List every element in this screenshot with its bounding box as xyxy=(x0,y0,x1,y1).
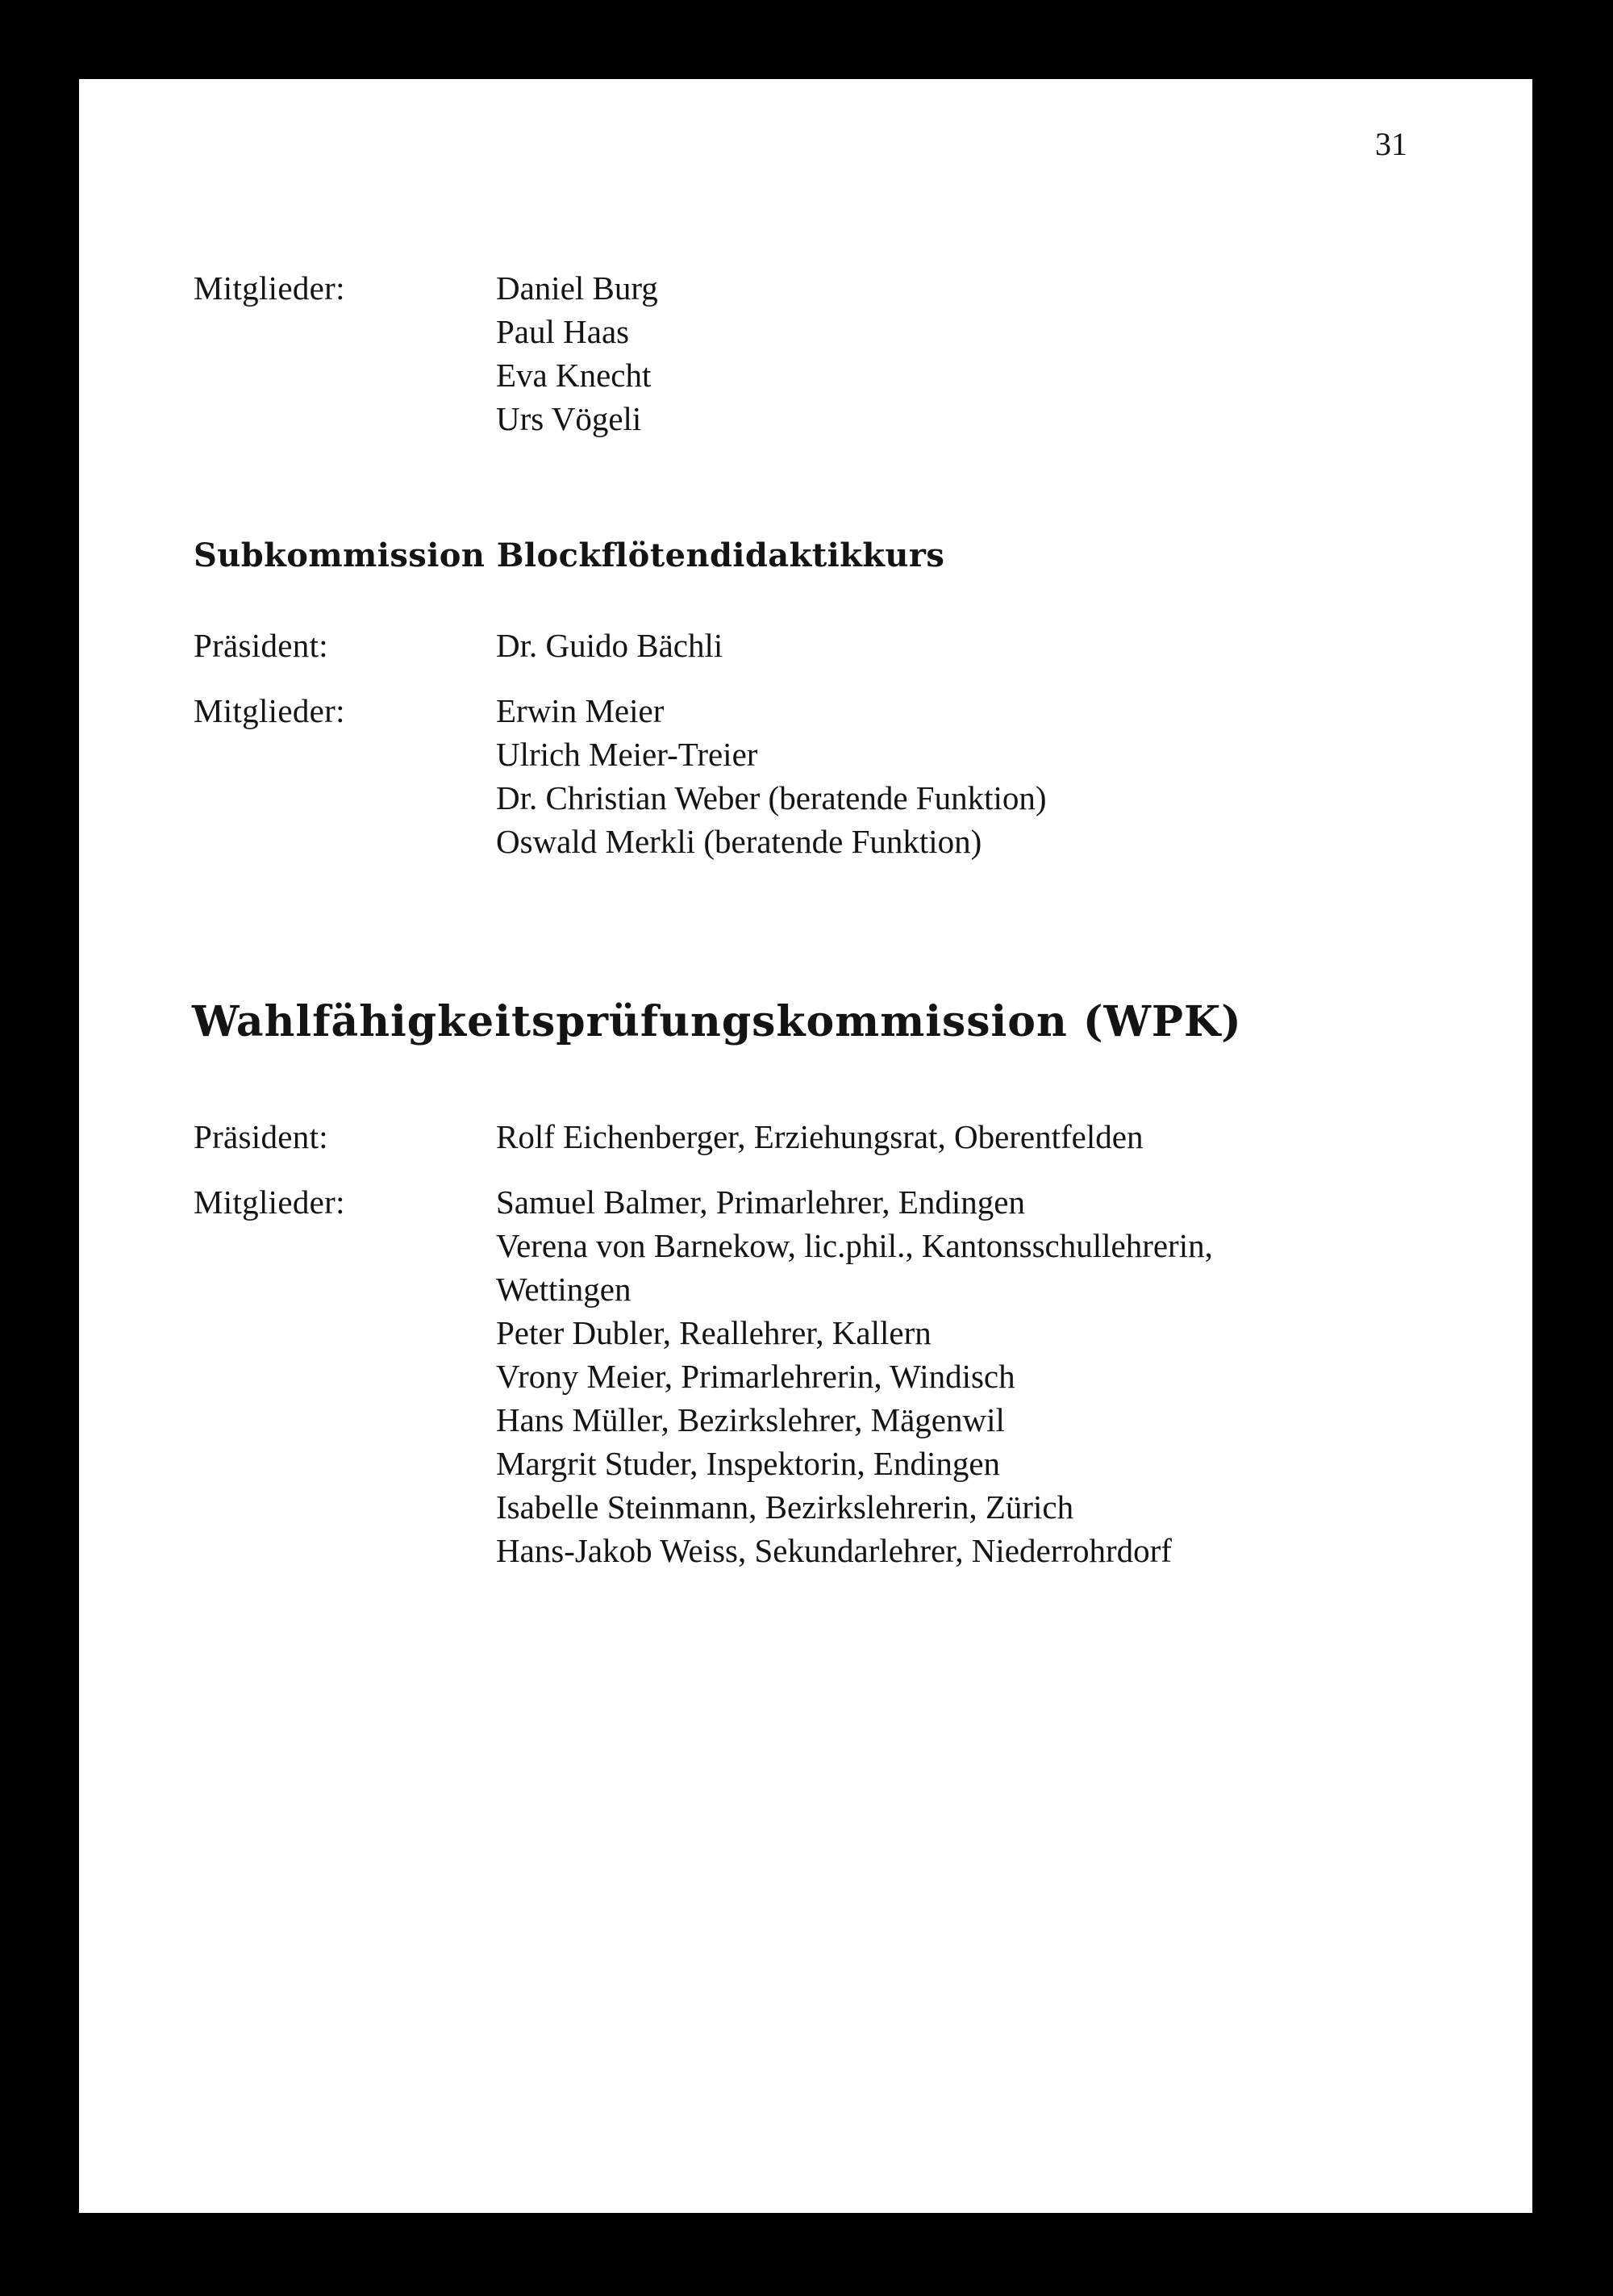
row-mitglieder xyxy=(194,266,658,440)
row-label: Mitglieder: xyxy=(194,269,345,307)
section-subkommission xyxy=(194,624,1047,863)
row-values xyxy=(496,1180,1213,1572)
row-mitglieder xyxy=(194,689,1047,863)
member-name: Ulrich Meier-Treier xyxy=(496,736,758,773)
member-entry: Isabelle Steinmann, Bezirkslehrerin, Zürich xyxy=(496,1488,1074,1526)
row-values xyxy=(496,1115,1213,1158)
row-values xyxy=(496,689,1047,863)
member-name: Urs Vögeli xyxy=(496,400,642,437)
row-mitglieder xyxy=(194,1180,1213,1572)
member-entry: Hans-Jakob Weiss, Sekundarlehrer, Niederrohrdorf xyxy=(496,1532,1172,1569)
row-label: Mitglieder: xyxy=(194,1183,345,1221)
member-entry: Samuel Balmer, Primarlehrer, Endingen xyxy=(496,1183,1025,1221)
member-entry: Wettingen xyxy=(496,1271,631,1308)
member-entry: Verena von Barnekow, lic.phil., Kantonsschullehrerin, xyxy=(496,1227,1213,1264)
member-entry: Margrit Studer, Inspektorin, Endingen xyxy=(496,1445,1001,1482)
member-name: Eva Knecht xyxy=(496,357,652,394)
row-praesident xyxy=(194,624,1047,667)
member-name: Daniel Burg xyxy=(496,269,658,307)
member-entry: Peter Dubler, Reallehrer, Kallern xyxy=(496,1314,932,1351)
section-wpk xyxy=(194,1115,1213,1572)
president-name: Dr. Guido Bächli xyxy=(496,627,723,664)
section-heading-wpk: Wahlfähigkeitsprüfungskommission (WPK) xyxy=(192,997,1242,1046)
row-praesident xyxy=(194,1115,1213,1158)
section-heading-subkommission: Subkommission Blockflötendidaktikkurs xyxy=(194,536,945,574)
member-name: Paul Haas xyxy=(496,313,630,350)
section-members-continued xyxy=(194,266,658,440)
member-entry: Vrony Meier, Primarlehrerin, Windisch xyxy=(496,1358,1015,1395)
row-values xyxy=(496,624,1047,667)
member-entry: Hans Müller, Bezirkslehrer, Mägenwil xyxy=(496,1401,1005,1438)
page-number: 31 xyxy=(1375,126,1407,162)
member-name: Oswald Merkli (beratende Funktion) xyxy=(496,823,982,860)
member-name: Erwin Meier xyxy=(496,692,665,729)
member-name: Dr. Christian Weber (beratende Funktion) xyxy=(496,779,1047,816)
row-values xyxy=(496,266,658,440)
row-label: Präsident: xyxy=(194,1118,328,1155)
row-label: Mitglieder: xyxy=(194,692,345,729)
president-name: Rolf Eichenberger, Erziehungsrat, Oberentfelden xyxy=(496,1118,1144,1155)
row-label: Präsident: xyxy=(194,627,328,664)
